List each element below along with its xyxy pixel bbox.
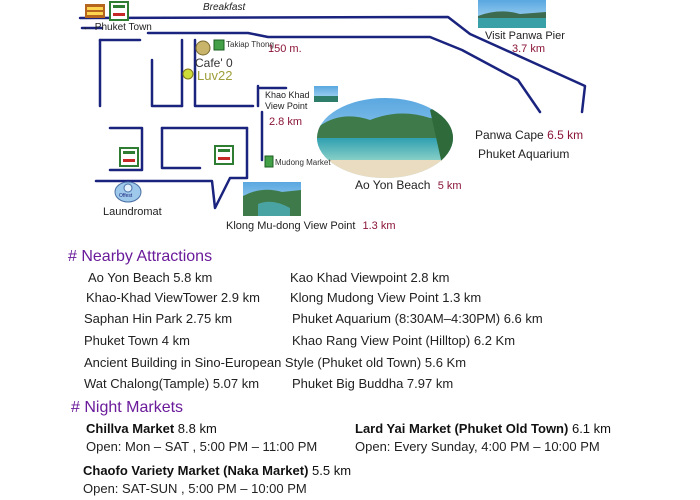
mudong-market-marker <box>265 156 273 167</box>
market-3-hours: Open: SAT-SUN , 5:00 PM – 10:00 PM <box>83 481 307 496</box>
label-mudong-market: Mudong Market <box>275 158 331 167</box>
label-khao-khad-distance: 2.8 km <box>269 116 303 128</box>
night-markets-title: # Night Markets <box>71 399 184 416</box>
label-phuket-aquarium: Phuket Aquarium <box>478 147 570 161</box>
ao-yon-beach-photo <box>317 98 457 180</box>
label-breakfast: Breakfast <box>203 2 246 13</box>
label-panwa-cape-distance: 6.5 km <box>547 128 584 142</box>
store-icon-middle <box>215 146 233 164</box>
cafe-logo <box>196 41 210 55</box>
label-ao-yon-distance: 5 km <box>437 180 462 192</box>
attraction-last-right: Phuket Big Buddha 7.97 km <box>292 376 454 391</box>
label-laundromat: Laundromat <box>103 206 162 218</box>
label-khao-khad-line1: Khao Khad <box>265 90 310 100</box>
label-khao-khad-line2: View Point <box>265 101 308 111</box>
arrow-left-icon: ← <box>82 22 92 33</box>
attraction-left-2: Khao-Khad ViewTower 2.9 km <box>86 290 260 305</box>
label-klong-mudong-distance: 1.3 km <box>362 220 396 232</box>
khao-khad-photo <box>314 86 338 102</box>
market-2-name: Lard Yai Market (Phuket Old Town) 6.1 km <box>355 421 611 436</box>
attraction-right-2: Klong Mudong View Point 1.3 km <box>290 290 482 305</box>
attraction-last-left: Wat Chalong(Tample) 5.07 km <box>84 376 260 391</box>
label-panwa-cape: Panwa Cape 6.5 km <box>475 128 584 142</box>
market-2-distance: 6.1 km <box>571 421 611 436</box>
label-laundromat-icon-text: Offest <box>119 193 133 199</box>
label-luv22: Luv22 <box>197 68 233 83</box>
label-klong-mudong: Klong Mu-dong View Point 1.3 km <box>226 220 396 232</box>
map-roads <box>0 0 700 240</box>
market-1-name: Chillva Market 8.8 km <box>86 421 217 436</box>
store-icon-left <box>120 148 138 166</box>
takiap-marker <box>214 40 224 50</box>
market-3-name: Chaofo Variety Market (Naka Market) 5.5 km <box>83 463 352 478</box>
area-map <box>0 0 700 240</box>
attraction-right-4: Khao Rang View Point (Hilltop) 6.2 Km <box>292 333 516 348</box>
label-takiap-distance: 150 m. <box>268 43 302 55</box>
market-2-hours: Open: Every Sunday, 4:00 PM – 10:00 PM <box>355 439 600 454</box>
label-panwa-pier-distance: 3.7 km <box>512 43 546 55</box>
panwa-pier-photo <box>478 0 546 28</box>
label-takiap-thong: Takiap Thong <box>226 40 274 49</box>
attraction-full-row: Ancient Building in Sino-European Style (Phuket old Town) 5.6 Km <box>84 355 467 370</box>
nearby-attractions-title: # Nearby Attractions <box>68 248 213 265</box>
attraction-right-3: Phuket Aquarium (8:30AM–4:30PM) 6.6 km <box>292 311 543 326</box>
attraction-left-4: Phuket Town 4 km <box>84 333 190 348</box>
luv22-icon <box>183 69 193 79</box>
label-phuket-town: ← Phuket Town <box>82 22 152 33</box>
label-cafe: Cafe' 0 <box>195 56 233 70</box>
market-1-distance: 8.8 km <box>177 421 217 436</box>
label-ao-yon-beach: Ao Yon Beach 5 km <box>355 178 462 192</box>
label-visit-panwa-pier: Visit Panwa Pier <box>485 30 565 42</box>
attraction-left-3: Saphan Hin Park 2.75 km <box>84 311 233 326</box>
attraction-left-1: Ao Yon Beach 5.8 km <box>88 270 213 285</box>
market-1-hours: Open: Mon – SAT , 5:00 PM – 11:00 PM <box>86 439 318 454</box>
market-3-distance: 5.5 km <box>312 463 352 478</box>
klong-mudong-photo <box>243 182 301 216</box>
laundromat-icon <box>115 182 141 202</box>
attraction-right-1: Kao Khad Viewpoint 2.8 km <box>290 270 450 285</box>
